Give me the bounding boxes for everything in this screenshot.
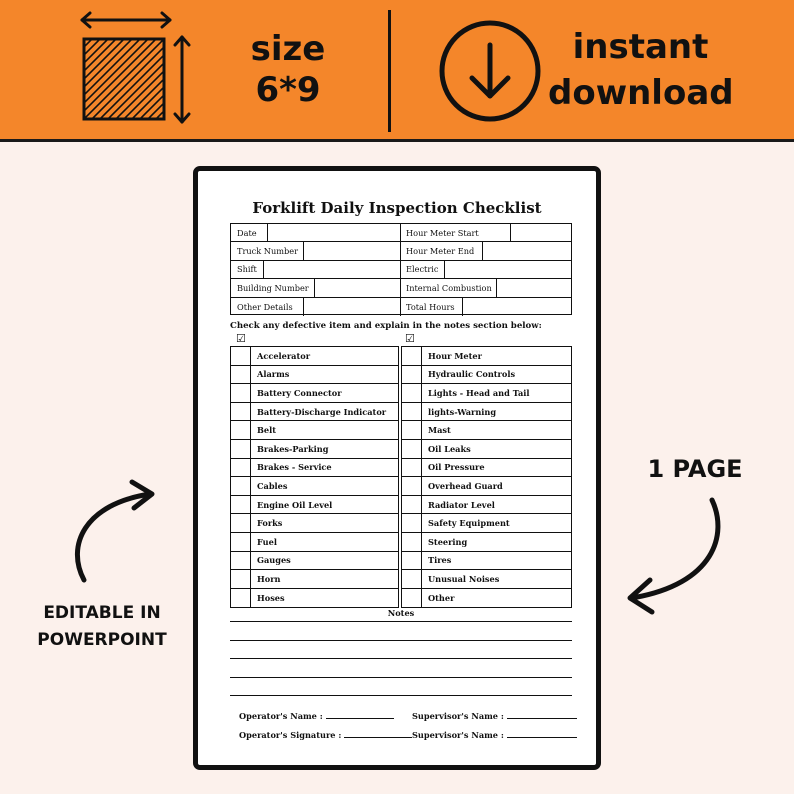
checklist-row bbox=[402, 366, 571, 385]
info-label-internal-combustion: Internal Combustion bbox=[406, 282, 492, 293]
note-line bbox=[230, 677, 572, 678]
checklist-checkbox[interactable] bbox=[402, 514, 422, 532]
checklist-row bbox=[231, 589, 398, 608]
checklist-item-label: Battery-Discharge Indicator bbox=[257, 406, 387, 417]
operator-name-label: Operator's Name : bbox=[239, 711, 323, 721]
checklist-row bbox=[231, 514, 398, 533]
checklist-item-label: Hour Meter bbox=[428, 350, 482, 361]
supervisor-name-label: Supervisor's Name : bbox=[412, 730, 504, 740]
checklist-item-label: Belt bbox=[257, 425, 277, 436]
supervisor-name-label: Supervisor's Name : bbox=[412, 711, 504, 721]
checklist-item-label: Safety Equipment bbox=[428, 518, 510, 529]
checklist-row bbox=[402, 421, 571, 440]
checklist-item-label: Hoses bbox=[257, 593, 285, 604]
checklist-item-label: Steering bbox=[428, 536, 468, 547]
checklist-checkbox[interactable] bbox=[402, 421, 422, 439]
checklist-checkbox[interactable] bbox=[402, 347, 422, 365]
checklist-row bbox=[402, 347, 571, 366]
info-label-date: Date bbox=[237, 227, 257, 238]
note-line bbox=[230, 658, 572, 659]
checklist-row bbox=[231, 570, 398, 589]
top-banner bbox=[0, 0, 794, 142]
checklist-item-label: Radiator Level bbox=[428, 499, 495, 510]
checklist-row bbox=[231, 403, 398, 422]
checklist-row bbox=[402, 552, 571, 571]
checklist-row bbox=[402, 459, 571, 478]
info-label-hour-meter-end: Hour Meter End bbox=[406, 246, 475, 257]
checklist-checkbox[interactable] bbox=[231, 552, 251, 570]
checklist-checkbox[interactable] bbox=[231, 384, 251, 402]
checklist-row bbox=[231, 347, 398, 366]
checklist-row bbox=[231, 440, 398, 459]
checklist-checkbox[interactable] bbox=[231, 440, 251, 458]
left-checklist-table bbox=[230, 346, 399, 608]
checklist-row bbox=[231, 477, 398, 496]
checklist-row bbox=[231, 459, 398, 478]
curved-arrow-right-icon bbox=[620, 494, 730, 624]
info-row bbox=[231, 261, 571, 279]
editable-line-2: POWERPOINT bbox=[37, 630, 167, 650]
checkbox-checked-icon: ☑ bbox=[236, 332, 246, 345]
operator-name-line bbox=[326, 718, 394, 719]
checklist-item-label: Cables bbox=[257, 480, 288, 491]
checklist-checkbox[interactable] bbox=[402, 552, 422, 570]
page-size-icon bbox=[74, 8, 200, 128]
checklist-checkbox[interactable] bbox=[231, 570, 251, 588]
checklist-checkbox[interactable] bbox=[231, 514, 251, 532]
checklist-item-label: Brakes - Service bbox=[257, 462, 332, 473]
checklist-checkbox[interactable] bbox=[402, 366, 422, 384]
operator-signature-label: Operator's Signature : bbox=[239, 730, 342, 740]
sheet-title: Forklift Daily Inspection Checklist bbox=[252, 199, 542, 217]
notes-label: Notes bbox=[387, 608, 415, 618]
checklist-item-label: Accelerator bbox=[257, 350, 311, 361]
checklist-row bbox=[231, 384, 398, 403]
checklist-checkbox[interactable] bbox=[402, 403, 422, 421]
checklist-checkbox[interactable] bbox=[402, 459, 422, 477]
checklist-item-label: Alarms bbox=[257, 369, 290, 380]
checklist-row bbox=[402, 496, 571, 515]
checklist-checkbox[interactable] bbox=[402, 570, 422, 588]
checklist-checkbox[interactable] bbox=[231, 421, 251, 439]
checklist-row bbox=[402, 440, 571, 459]
checklist-item-label: Battery Connector bbox=[257, 387, 342, 398]
checklist-row bbox=[402, 403, 571, 422]
size-value: 6*9 bbox=[255, 70, 321, 110]
download-icon bbox=[437, 18, 543, 124]
checklist-row bbox=[231, 421, 398, 440]
checklist-item-label: Unusual Noises bbox=[428, 573, 500, 584]
right-checklist-table bbox=[401, 346, 572, 608]
info-label-truck-number: Truck Number bbox=[237, 246, 298, 257]
note-line bbox=[230, 695, 572, 696]
checklist-item-label: Oil Pressure bbox=[428, 462, 485, 473]
checklist-row bbox=[402, 514, 571, 533]
checklist-row bbox=[231, 496, 398, 515]
info-row bbox=[231, 298, 571, 316]
checkbox-checked-icon: ☑ bbox=[405, 332, 415, 345]
checklist-item-label: Forks bbox=[257, 518, 283, 529]
checklist-item-label: Oil Leaks bbox=[428, 443, 471, 454]
info-label-electric: Electric bbox=[406, 264, 439, 275]
page-count-label: 1 PAGE bbox=[647, 455, 743, 483]
info-row bbox=[231, 242, 571, 260]
checklist-row bbox=[402, 477, 571, 496]
checklist-item-label: Overhead Guard bbox=[428, 480, 503, 491]
checklist-checkbox[interactable] bbox=[231, 347, 251, 365]
checklist-item-label: Gauges bbox=[257, 555, 291, 566]
checklist-checkbox[interactable] bbox=[231, 496, 251, 514]
checklist-item-label: Tires bbox=[428, 555, 452, 566]
editable-line-1: EDITABLE IN bbox=[43, 603, 161, 623]
checklist-item-label: Mast bbox=[428, 425, 451, 436]
checklist-checkbox[interactable] bbox=[231, 589, 251, 608]
supervisor-name-line bbox=[507, 718, 577, 719]
supervisor-name-field bbox=[412, 711, 577, 721]
checklist-item-label: Other bbox=[428, 593, 455, 604]
checklist-checkbox[interactable] bbox=[231, 366, 251, 384]
info-label-hour-meter-start: Hour Meter Start bbox=[406, 227, 479, 238]
checklist-sheet bbox=[193, 166, 601, 770]
note-line bbox=[230, 621, 572, 622]
checklist-checkbox[interactable] bbox=[231, 533, 251, 551]
checklist-row bbox=[402, 533, 571, 552]
checklist-checkbox[interactable] bbox=[231, 459, 251, 477]
instant-label: instant bbox=[572, 27, 709, 67]
instruction-text: Check any defective item and explain in the notes section below: bbox=[230, 321, 542, 331]
checklist-row bbox=[402, 589, 571, 608]
checklist-row bbox=[231, 533, 398, 552]
checklist-item-label: lights-Warning bbox=[428, 406, 497, 417]
operator-signature-line bbox=[344, 737, 412, 738]
info-label-shift: Shift bbox=[237, 264, 257, 275]
checklist-item-label: Engine Oil Level bbox=[257, 499, 333, 510]
checklist-checkbox[interactable] bbox=[402, 533, 422, 551]
checklist-checkbox[interactable] bbox=[402, 589, 422, 608]
operator-signature-field bbox=[239, 730, 412, 740]
checklist-checkbox[interactable] bbox=[402, 440, 422, 458]
info-row bbox=[231, 224, 571, 242]
banner-divider bbox=[388, 10, 391, 132]
size-label: size bbox=[250, 29, 326, 69]
supervisor-name-line bbox=[507, 737, 577, 738]
checklist-checkbox[interactable] bbox=[231, 477, 251, 495]
info-label-building-number: Building Number bbox=[237, 282, 309, 293]
checklist-row bbox=[231, 552, 398, 571]
checklist-row bbox=[402, 384, 571, 403]
editable-label bbox=[22, 600, 182, 654]
note-line bbox=[230, 640, 572, 641]
download-label: download bbox=[548, 73, 734, 113]
info-label-total-hours: Total Hours bbox=[406, 301, 455, 312]
checklist-checkbox[interactable] bbox=[402, 477, 422, 495]
info-label-other-details: Other Details bbox=[237, 301, 293, 312]
checklist-item-label: Horn bbox=[257, 573, 281, 584]
operator-name-field bbox=[239, 711, 394, 721]
checklist-item-label: Fuel bbox=[257, 536, 277, 547]
supervisor-name-field bbox=[412, 730, 577, 740]
checklist-item-label: Hydraulic Controls bbox=[428, 369, 516, 380]
checklist-row bbox=[402, 570, 571, 589]
checklist-row bbox=[231, 366, 398, 385]
checklist-checkbox[interactable] bbox=[402, 496, 422, 514]
info-table bbox=[230, 223, 572, 315]
curved-arrow-left-icon bbox=[64, 476, 164, 586]
checklist-checkbox[interactable] bbox=[231, 403, 251, 421]
checklist-item-label: Brakes-Parking bbox=[257, 443, 329, 454]
checklist-item-label: Lights - Head and Tail bbox=[428, 387, 530, 398]
info-row bbox=[231, 279, 571, 297]
checklist-checkbox[interactable] bbox=[402, 384, 422, 402]
